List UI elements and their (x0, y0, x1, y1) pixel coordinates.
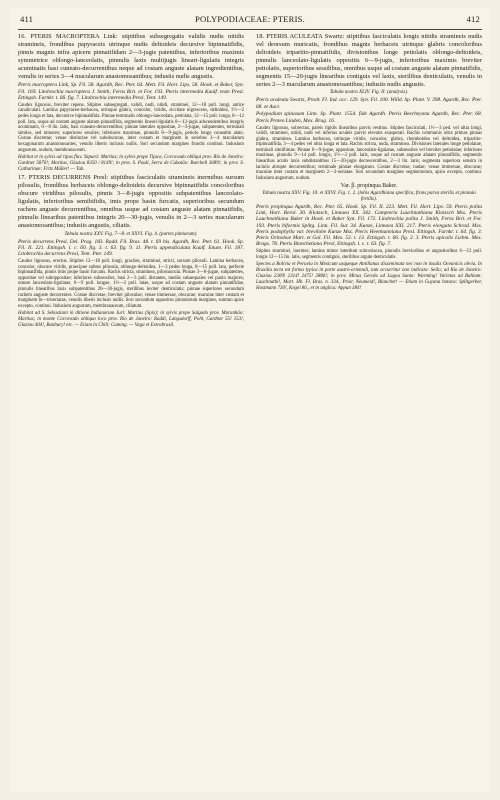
header-rule (18, 29, 482, 30)
pteris-decurrens-references: Pteris decurrens Presl, Del. Prag. 183. Radd. Fil. Bras. 48. t. 69 bis. Agardh, Rec. Pter. 61. Hook. Sp. Fil. II. 221. Ettingsh. l. c. 60. fig. 3. t. 63. fig. 9. 11. Pteris appendiculata Kaulf. Enum. Fil. 187. Litobrochia decurrens Presl, Tent. Pter. 149. (18, 238, 244, 258)
pteris-aculeata-synonyms: Polypodium spinosum Linn. Sp. Plant. 1554. fide Agardh. Pteris Beecheyana Agardh, Rec. Pter. 68. Pteris Proteo Linden, Mex. Brag. 16. (256, 111, 482, 124)
running-title: POLYPODIACEAE: PTERIS. (194, 14, 305, 24)
pteris-aculeata-diagnosis: 18. PTERIS ACULEATA Swartz: stipitibus fasciculatis longis nitidis stramineis nudis vel deorsum muricatis, frondibus magnis herbaceis utrinque glabris concoloribus deltoideis tripartito-pinnatifidis, divisionibus longe petiolatis oblongo-deltoideis, pinnulis lanceolato-ligulatis oppositis 6—9-jugis, inferioribus maximis breviter petiolatis, superioribus sessilibus, omnibus usque ad costam anguste alatam pinnatifidis, segmentis 15—20-jugis linearibus contiguis vel laxis, sterilibus denticulatis, venulis in series 2—3 macularum anastomosantibus; indusiis nudis angustis. (256, 33, 482, 88)
pteris-macroptera-diagnosis: 16. PTERIS MACROPTERA Link: stipitibus subsegregatis validis nudis nitidis stramineis, frondibus papyraceis utrinque nudis deltoideis decursive bipinnatifidis, pinnis magnis infra apicem pinnatifidam 2—3-jugis patentibus, inferioribus maximis symmetrice oblongo-lanceolatis, pinnulis laxis multijugis lineari-ligulatis integris acuminatis basi cuneato-decurrentibus neque ad costam anguste alatam ingredientibus, venulis in series 3—4 macularum anastomosantibus; indusiis nudis angustis. (18, 33, 244, 80)
right-page-number: 412 (466, 14, 480, 24)
right-column (256, 33, 482, 782)
two-column-text (18, 33, 482, 782)
pteris-decurrens-description: Caudex lignosus, erectus. Stipites 12—18 poll. longi, graciles, straminei, stricti, sursum pilosuli. Lamina herbacea, concolor, obscure viridis, praecipue subtus pilosula, oblongo-deltoidea, 1—3 pedes longa, 8—15 poll. lata, perfecte bipinnatifida, pinnis imis prope basin furcatis. Rachis stricta, straminea, pilosiuscula. Pinnae 3—8-jugae, subpatentes, oppositae vel suboppositae; inferiores subsessiles, basi 2—3 poll. distantes, mediis subaequales vel paulo majores; omnes lanceolato-ligulatae, 6—9 poll. longae, 1½—2 poll. latae, usque ad costam anguste alatam pinnatifidae, pinnulis linearibus laxis subpatentibus 20—30-jugis, sterilibus leviter denticulatis; pinnae superiores secundum rachem anguste decurrentes. Costae discretae, breviter pilosulae; venae immersae, obscurae; maculae inter costam et marginem bi—triseriatae, venulis liberis inclusis nullis. Sori secundum oppositos pinnularum margines, summo apice excepto, continui. Indusium angustum, membranaceum, ciliatum. (18, 259, 244, 309)
pteris-decurrens-table-reference: Tabula nostra XXV. Fig. 7—8. et XXVI. Fig. 4. (partes pinnarum). (64, 230, 198, 237)
pteris-aculeata-table-reference: Tabula nostra XLIV. Fig. II. (analysis). (329, 89, 409, 96)
book-page (10, 8, 490, 792)
pteris-macroptera-description: Caudex lignosus, breviter repens. Stipites subsegregati, validi, nudi, nitidi, straminei, 12—18 poll. longi, antice canaliculati. Lamina papyraceo-herbacea, utrinque glabra, concolor, viridis, siccitate nigrescens, deltoidea, 1½—2 pedes longa et lata, decursive bipinnatifida. Pinnae terminalis oblongo-lanceolata, petiolata, 12—15 poll. longa, 8—12 poll. lata, usque ad costam anguste alatam pinnatifida, segmentis lineari-ligulatis 8—12-jugis adscendentibus integris acuminatis, 6—8 lin. latis, basi cuneato-decurrentibus; pinnae laterales oppositae, 2—3-jugae, subpatentes, terminali similes, sed minores; superiores sessiles; inferiores maximae, pinnulis 8—9-jugis, petiolo longo cuneatim alato. Costae discretae; venae distinctae vel subobscurae, inter costam et marginem in seriebus 3—4 macularum hexagonarum anastomosantes, venulis liberis inclusis nullis. Sori secundum margines frondis continui. Indusium angustum, nudum, membranaceum. (18, 102, 244, 153)
page-header (18, 14, 482, 28)
variety-description: Stipites straminei, inermes; lamina minor interdum subcoriacea, pinnulis brevioribus et angustioribus 6—12 poll. longis 12—15 lin. latis, segmentis contiguis, sterilibus argute denticulatis. (256, 249, 482, 260)
pteris-decurrens-habitat: Habitat ad S. Sebastiani in ditione Indianorum Juri: Martius (Spix); in sylvis prope Salgado prov. Maranhão: Martius; in monte Corcovado obliquo loco prov. Rio de Janeiro: Raddi, Langsdorff, Pohl, Gardner 55! 153!, Glaziou 404!, Bunbury! etc. — Etiam in Chili: Cuming. — Vaga et Extrabrasil. (18, 311, 244, 328)
pteris-macroptera-references: Pteris macroptera Link, Sp. Fil. 58. Agardh, Rec. Pter. 64. Mett. Fil. Hort. Lips. 58. Hook. et Baker, Syn. Fil. 169. Litobrochia macroptera J. Smith, Ferns Brit. et For. 193. Pteris intermedia Kaulf. teste Presl. Ettingsh. Farnkr. t. 66. fig. 7. Litobrochia intermedia Presl, Tent. 149. (18, 82, 244, 101)
pteris-macroptera-habitat: Habitat et in sylvis ad ripas fluv. Yapurá: Martius; in sylvis prope Tijuca, Corcovado obliqui prov. Rio de Janeiro: Gardner 5870!; Martius, Glaziou 8350 / 8149!; in prov. S. Pauli, Serra de Cubatão: Burchell 3689!; in prov. S. Catharinae: Fritz Müller! — Tab. (18, 154, 244, 172)
left-page-number: 411 (20, 14, 34, 24)
pteris-aculeata-description: Caudex lignosus, subrectus, paleis rigidis linearibus parvis vestitus. Stipites fasciculati, 1½—3 ped. vel ultra longi, validi, straminei, nitidi, nudi vel inferius aculeis parvis elevatis exasperati. Rachis communis ultra primas pinnas glabra, straminea. Lamina herbacea, utrinque viridis, concolor, glabra, rhomboidea vel deltoidea, tripartito-tripinnatifida, 3—4 pedes vel ultra longa et lata. Rachis stricta, nuda, straminea. Divisiones laterales longe petiolatae, terminali simillimae. Pinnae 6—9-jugae, oppositae, lanceolato-ligulatae, subsessiles vel breviter petiolatae; inferiores maximae, pinnulis 9—14 poll. longis, 1½—2 poll. latis, usque ad costam anguste alatam pinnatifidis, segmentis linearibus acutis laxis subdistantibus 15—20-jugis decrescentibus, 2—3 lin. latis; segmenta superiora sensim in laciniis abrupte decurrentibus; terminale pinnae elongatum. Costae discretae, nudae; venae immersae, obscurae; maculae inter costam et marginem 2—3-seriatae. Sori secundum margines segmentorum, apice excepto, continui. Indusium angustum, nudum. (256, 125, 482, 181)
left-column (18, 33, 244, 782)
variety-table-reference: Tabula nostra XXV. Fig. 10. et XXVI. Fig. 1. 2. (lobis Agardhiana specifica, frons parva sterilis et pinnula fertilis). (262, 190, 476, 203)
variety-habitat: Species a Bolivia et Peruvia in Mexicum usqueque Antillanas disseminata nec non in insulis Oceanicis obvia. In Brasilia tecta est forma typica in parte austro-orientali, tam occurritur non indicato: Sello; ad Rio de Janeiro: Glaziou 2309! 2314! 2475! 2886!; in prov. Minas Geraës ad Lagoa Santa: Warming! Varietas ad Bahiam: Lauchnathi!, Mart. Hb. Fl. Bras. n. 334., Prior, Neumeid!, Blanchet! — Etiam in Guyana batava: Splitgerber, Hostmann 730!, Kegel 86., et in anglica: Appun 384! (256, 262, 482, 291)
pteris-decurrens-diagnosis: 17. PTERIS DECURRENS Presl: stipitibus fasciculatis stramineis inermibus sursum pilosulis, frondibus herbaceis oblongo-deltoideis decursive bipinnatifidis concoloribus obscure viridibus pilosulis, pinnis 3—8-jugis oppositis subpatentibus lanceolato-ligulatis, inferioribus semibifidis, imis prope basin furcatis, superioribus secundum rachem anguste decurrentibus, omnibus usque ad costam anguste alatam pinnatifidis, pinnulis linearibus patentibus integris 20—30-jugis, venulis in 2—3 series macularum anastomosantibus; indusiis angustis, ciliatis. (18, 174, 244, 230)
variety-references: Pteris propinqua Agardh, Rec. Pter. 65. Hook. Sp. Fil. II. 223. Mett. Fil. Hort. Lips. 59. Pteris polita Link, Hort. Berol. 30. Klotzsch, Linnaea XX. 342. Campteria Lauchnathiana Klotzsch Mss. Pteris Lauchnathiana Baker in Hook. et Baker Syn. Fil. 172. Litobrochia polita J. Smith, Ferns Brit. et For. 193. Pteris biformis Splitg. Linn. Fil. Sur. 34. Kunze, Linnaea XXI. 217. Pteris elongata Schrad. Mss. Pteris podophylla var. brevilobe Kunze Mss. Pteris Heetmanniana Presl. Ettingsh. Farnkr. t. 64. fig. 3. Pteris Orinobae Mart. et Gal. Fil. Mex. 53. t. 13. Ettingsh. t. 66. fig. 2. 3. Pteris apicalis Liebm. Mex. Brags. 78. Pteris Blanchetiana Presl, Ettingsh. l. c. t. 63. fig. 7. (256, 203, 482, 248)
pteris-aculeata-references: Pteris aculeata Swartz, Prodr. Fl. Ind. occ. 129. Syn. Fil. 100. Willd. Sp. Plant. V. 398. Agardh, Rec. Pter. 68. et Auct. (256, 97, 482, 110)
variety-heading: Var. β. propinqua Baker. (340, 183, 398, 190)
